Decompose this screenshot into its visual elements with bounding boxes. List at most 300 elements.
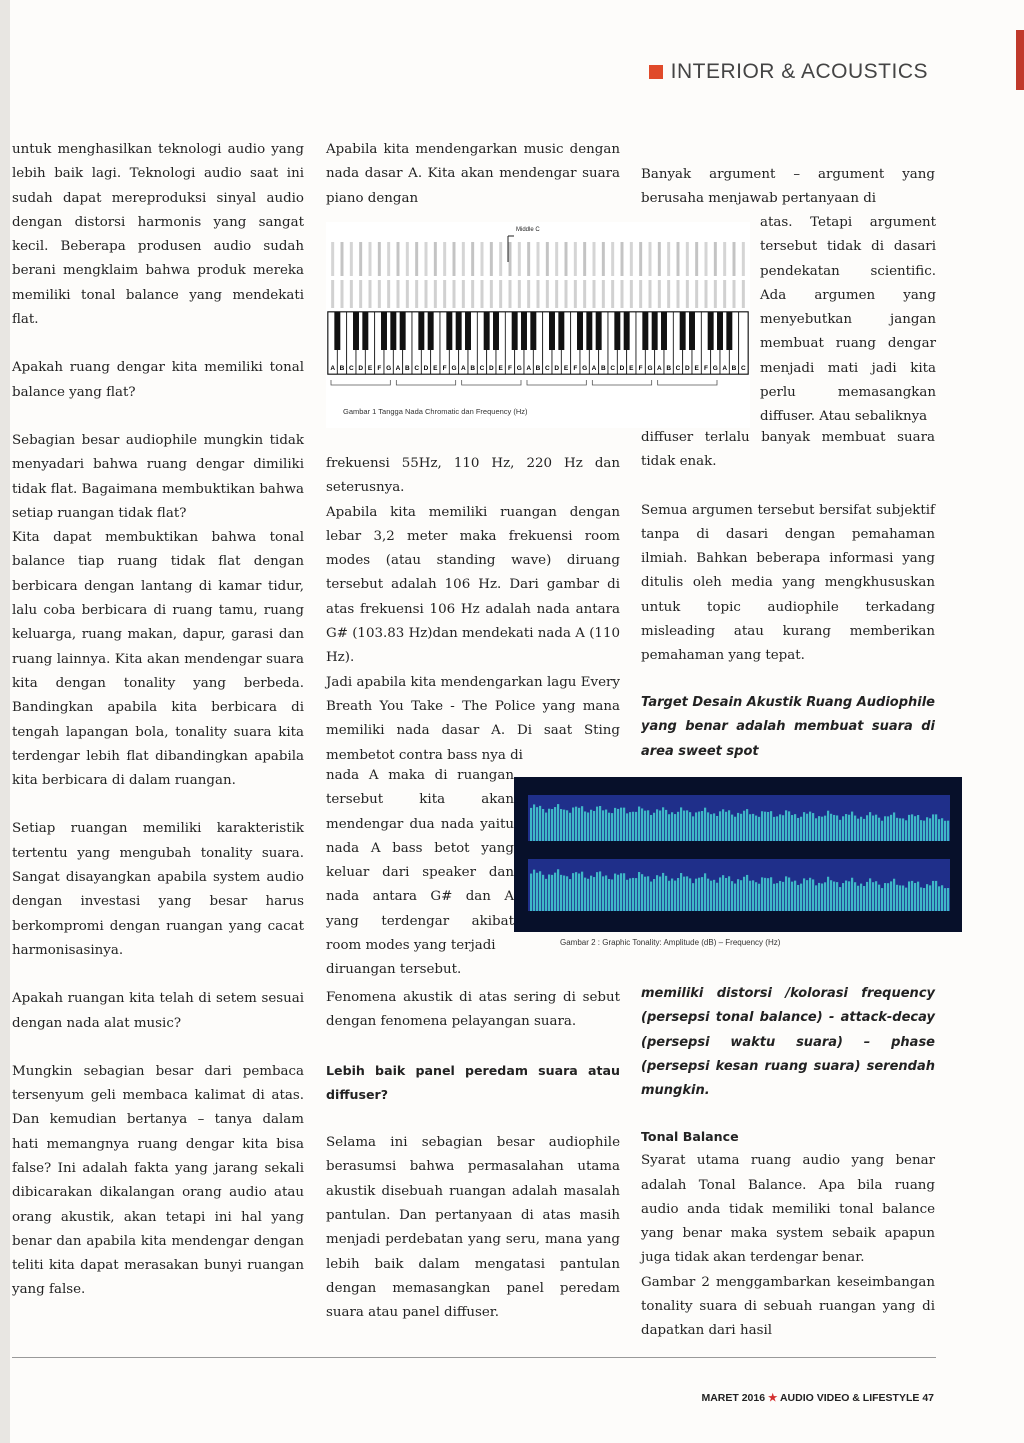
frequency-label-mark	[621, 242, 624, 276]
graph-bar	[908, 881, 910, 911]
frequency-labels	[331, 242, 745, 308]
graph-bar	[854, 816, 856, 841]
graph-bar	[629, 812, 631, 841]
subheading: Tonal Balance	[641, 1129, 739, 1144]
graph-bar	[665, 810, 667, 841]
frequency-label-mark	[667, 242, 670, 276]
graph-bar	[905, 888, 907, 911]
graph-bar	[920, 820, 922, 841]
graph-bar	[752, 880, 754, 911]
graph-bar	[569, 813, 571, 841]
frequency-label-mark	[331, 280, 334, 308]
graph-bar	[590, 876, 592, 911]
frequency-label-mark	[369, 242, 372, 276]
graph-bar	[812, 813, 814, 841]
graph-bar	[737, 813, 739, 841]
graph-bar	[905, 820, 907, 841]
paragraph: Banyak argument – argument yang berusaha menjawab pertanyaan di	[641, 167, 935, 207]
column-2-continuation	[326, 958, 620, 982]
graph-bar	[779, 814, 781, 841]
graph-bar	[869, 878, 871, 911]
frequency-label-mark	[378, 280, 381, 308]
frequency-label-mark	[490, 242, 493, 276]
graph-bar	[809, 812, 811, 841]
graph-bar	[863, 886, 865, 911]
black-key	[418, 312, 424, 350]
frequency-label-mark	[583, 280, 586, 308]
frequency-label-mark	[350, 242, 353, 276]
graph-bar	[683, 877, 685, 911]
frequency-label-mark	[443, 242, 446, 276]
frequency-label-mark	[546, 242, 549, 276]
graph-bar	[806, 814, 808, 841]
graph-bar	[686, 876, 688, 911]
graph-bar	[551, 809, 553, 841]
graph-bar	[689, 878, 691, 911]
column-3-bottom	[641, 1125, 935, 1344]
frequency-label-mark	[481, 280, 484, 308]
graph-bar	[917, 815, 919, 841]
frequency-label-mark	[471, 280, 474, 308]
frequency-label-mark	[546, 280, 549, 308]
black-key	[652, 312, 658, 350]
graph-bar	[548, 809, 550, 841]
graph-bar	[587, 879, 589, 911]
graph-bar	[836, 882, 838, 911]
graph-bar	[881, 888, 883, 911]
graph-bar	[689, 812, 691, 841]
frequency-label-mark	[705, 280, 708, 308]
graph-bar	[821, 884, 823, 911]
graph-bar	[581, 872, 583, 911]
graph-bar	[899, 818, 901, 841]
graph-bar	[770, 811, 772, 841]
graph-bar	[833, 815, 835, 841]
note-letter: D	[619, 365, 625, 372]
black-key	[334, 312, 340, 350]
frequency-label-mark	[359, 280, 362, 308]
graph-bar	[815, 818, 817, 841]
graph-bar	[737, 879, 739, 911]
graph-bar	[698, 812, 700, 841]
graph-bar	[734, 884, 736, 911]
graph-bar	[656, 875, 658, 911]
graph-bar	[728, 810, 730, 841]
paragraph: Semua argumen tersebut bersifat subjektif tanpa di dasari dengan pemahaman ilmiah. Bahkan beberapa informasi yang ditulis oleh media yang mengkhususkan untuk topic audiophile terkadang misleading atau kurang memberikan pemahaman yang tepat.	[641, 502, 935, 664]
note-letter: C	[740, 365, 746, 372]
frequency-label-mark	[574, 242, 577, 276]
note-letter: G	[712, 365, 718, 372]
graph-bar	[614, 874, 616, 911]
graph-bar	[662, 807, 664, 841]
graph-bar	[917, 882, 919, 911]
graph-bar	[890, 881, 892, 911]
graph-bar	[698, 878, 700, 911]
octave-bracket	[462, 380, 521, 385]
graph-bar	[647, 876, 649, 911]
note-letter: D	[554, 365, 560, 372]
frequency-label-mark	[481, 242, 484, 276]
graph-bar	[794, 814, 796, 841]
black-key	[596, 312, 602, 350]
graph-bar	[869, 812, 871, 841]
graph-bar	[803, 812, 805, 841]
graph-bar	[593, 877, 595, 911]
note-letter: D	[488, 365, 494, 372]
graph-bar	[641, 874, 643, 911]
note-letter: A	[395, 365, 401, 372]
paragraph: frekuensi 55Hz, 110 Hz, 220 Hz dan seterusnya.	[326, 456, 620, 496]
graph-bar	[860, 817, 862, 841]
graph-bar	[638, 807, 640, 841]
frequency-label-mark	[453, 280, 456, 308]
graph-bar	[935, 881, 937, 911]
piano-svg	[326, 222, 750, 407]
note-letter: C	[610, 365, 616, 372]
note-letter: F	[508, 365, 512, 372]
note-letter: D	[423, 365, 429, 372]
graph-bar	[626, 880, 628, 911]
graph-bar	[605, 810, 607, 841]
frequency-label-mark	[341, 280, 344, 308]
frequency-label-mark	[583, 242, 586, 276]
graph-bar	[776, 883, 778, 911]
graph-bar	[764, 878, 766, 911]
graph-bar	[605, 875, 607, 911]
graph-bar	[788, 811, 790, 841]
graph-bar	[845, 814, 847, 841]
graph-bar	[797, 885, 799, 911]
note-letter: B	[731, 365, 737, 372]
graph-bar	[671, 879, 673, 911]
graph-top	[528, 795, 950, 841]
graph-bar	[665, 876, 667, 911]
graph-bar	[716, 883, 718, 911]
corner-tab	[1016, 30, 1024, 90]
graph-bar	[533, 870, 535, 911]
octave-bracket	[331, 380, 390, 385]
graph-bar	[824, 816, 826, 841]
graph-bar	[902, 885, 904, 911]
note-letter: B	[666, 365, 672, 372]
graph-bar	[920, 887, 922, 911]
black-key	[400, 312, 406, 350]
note-letter: F	[573, 365, 578, 372]
graph-bar	[626, 813, 628, 841]
graph-bar	[563, 876, 565, 911]
black-key	[530, 312, 536, 350]
graph-bar	[830, 880, 832, 911]
graph-bar	[596, 807, 598, 841]
frequency-label-mark	[471, 242, 474, 276]
note-letter: G	[386, 365, 392, 372]
graph-bar	[683, 811, 685, 841]
graph-bar	[623, 808, 625, 841]
graph-bar	[848, 881, 850, 911]
graph-bar	[761, 877, 763, 911]
graph-bar	[752, 814, 754, 841]
section-title: INTERIOR & ACOUSTICS	[670, 60, 928, 83]
frequency-label-mark	[574, 280, 577, 308]
frequency-label-mark	[378, 242, 381, 276]
graph-bar	[722, 809, 724, 841]
note-letter: E	[498, 365, 503, 372]
graph-bar	[668, 814, 670, 841]
graph-bar	[755, 882, 757, 911]
graph-bar	[851, 812, 853, 841]
graph-bar	[731, 815, 733, 841]
graph-bar	[695, 812, 697, 841]
black-key	[661, 312, 667, 350]
frequency-label-mark	[387, 280, 390, 308]
graph-bar	[893, 812, 895, 841]
graph-bar	[908, 815, 910, 841]
frequency-label-mark	[695, 242, 698, 276]
graph-bar	[659, 811, 661, 841]
frequency-label-mark	[630, 242, 633, 276]
graph-bar	[866, 882, 868, 911]
graph-bar	[944, 821, 946, 841]
black-key	[624, 312, 630, 350]
graph-bar	[557, 869, 559, 911]
graph-bar	[644, 877, 646, 911]
graph-bar	[767, 812, 769, 841]
frequency-label-mark	[518, 280, 521, 308]
graph-bar	[887, 816, 889, 841]
graph-bar	[560, 875, 562, 911]
graph-bar	[614, 808, 616, 841]
graph-bar	[746, 875, 748, 911]
graph-bar	[578, 873, 580, 911]
frequency-label-mark	[359, 242, 362, 276]
graph-bar	[680, 873, 682, 911]
frequency-label-mark	[593, 242, 596, 276]
page-footer	[701, 1392, 934, 1404]
note-letter: A	[460, 365, 466, 372]
graph-bar	[542, 809, 544, 841]
black-key	[642, 312, 648, 350]
column-2-middle	[326, 452, 620, 768]
graph-bar	[569, 879, 571, 911]
frequency-label-mark	[369, 280, 372, 308]
graph-bar	[758, 884, 760, 911]
graph-bar	[617, 875, 619, 911]
graph-bar	[635, 812, 637, 841]
black-key	[726, 312, 732, 350]
figure-1-caption: Gambar 1 Tangga Nada Chromatic dan Frequency (Hz)	[343, 407, 528, 416]
octave-bracket	[396, 380, 455, 385]
graph-bar	[557, 804, 559, 841]
graph-bar	[746, 809, 748, 841]
frequency-label-mark	[677, 242, 680, 276]
graph-bar	[896, 818, 898, 841]
graph-bar	[893, 879, 895, 911]
graph-bar	[641, 808, 643, 841]
graph-bar	[611, 879, 613, 911]
black-key	[717, 312, 723, 350]
graph-bar	[536, 807, 538, 841]
graph-bar	[734, 817, 736, 841]
black-key	[446, 312, 452, 350]
paragraph: Selama ini sebagian besar audiophile berasumsi bahwa permasalahan utama akustik disebuah ruangan adalah masalah pantulan. Dan pertanyaan di atas masih menjadi perdebatan yang seru, mana yang lebih baik dalam mengatasi pantulan dengan memasangkan panel peredam suara atau panel diffuser.	[326, 1135, 620, 1321]
graph-bar	[707, 812, 709, 841]
graph-bar	[851, 878, 853, 911]
graph-bar	[719, 877, 721, 911]
graph-bar	[530, 808, 532, 841]
graph-bar	[785, 810, 787, 841]
graph-bar	[695, 879, 697, 911]
graph-bar	[800, 817, 802, 841]
frequency-label-mark	[509, 242, 512, 276]
frequency-label-mark	[602, 242, 605, 276]
graph-bar	[656, 809, 658, 841]
paragraph: Apakah ruang dengar kita memiliki tonal balance yang flat?	[12, 360, 304, 400]
graph-bar	[878, 818, 880, 841]
column-3-middle	[641, 426, 935, 693]
graph-bar	[629, 878, 631, 911]
graph-bar	[725, 812, 727, 841]
paragraph: Apabila kita mendengarkan music dengan nada dasar A. Kita akan mendengar suara piano dengan	[326, 142, 620, 206]
graph-bar	[830, 814, 832, 841]
frequency-label-mark	[686, 280, 689, 308]
frequency-label-mark	[527, 280, 530, 308]
note-letter: B	[404, 365, 410, 372]
paragraph: Apabila kita memiliki ruangan dengan lebar 3,2 meter maka frekuensi room modes (atau standing wave) diruang tersebut adalah 106 Hz. Dari gambar di atas frekuensi 106 Hz adalah nada antara G# (103.83 Hz)dan mendekati nada A (110 Hz).	[326, 504, 620, 666]
frequency-label-mark	[565, 242, 568, 276]
paragraph: nada A maka di ruangan tersebut kita akan mendengar dua nada yaitu nada A bass betot yang keluar dari speaker dan nada antara G# dan A yang terdengar akibat room modes yang terjadi	[326, 768, 514, 954]
graph-bar	[632, 812, 634, 841]
black-key	[586, 312, 592, 350]
black-key	[558, 312, 564, 350]
graph-bar	[578, 808, 580, 841]
graph-bar	[677, 812, 679, 841]
graph-bar	[704, 808, 706, 841]
graph-bar	[608, 879, 610, 911]
graph-bar	[827, 811, 829, 841]
note-letter: F	[638, 365, 643, 372]
black-key	[493, 312, 499, 350]
graph-bar	[659, 877, 661, 911]
graph-bar	[791, 882, 793, 911]
black-key	[428, 312, 434, 350]
note-letter: B	[339, 365, 345, 372]
black-key	[521, 312, 527, 350]
graph-bar	[848, 815, 850, 841]
paragraph: diruangan tersebut.	[326, 962, 462, 977]
note-letter: B	[470, 365, 476, 372]
graph-bar	[728, 876, 730, 911]
graph-bar	[767, 878, 769, 911]
graph-bar	[776, 816, 778, 841]
graph-bar	[713, 880, 715, 911]
graph-bar	[857, 819, 859, 841]
frequency-label-mark	[705, 242, 708, 276]
black-key	[381, 312, 387, 350]
note-letter: G	[451, 365, 457, 372]
graph-bar	[650, 815, 652, 841]
graph-bar	[581, 806, 583, 841]
graph-bar	[812, 879, 814, 911]
black-key	[708, 312, 714, 350]
paragraph: untuk menghasilkan teknologi audio yang lebih baik lagi. Teknologi audio saat ini sudah dapat mereproduksi sinyal audio dengan distorsi harmonis yang sangat kecil. Beberapa produsen audio sudah berani mengklaim bahwa produk mereka memiliki tonal balance yang mendekati flat.	[12, 142, 304, 328]
graph-bar	[941, 885, 943, 911]
note-letter: E	[367, 365, 373, 372]
graph-bar	[608, 813, 610, 841]
note-letter: G	[516, 365, 522, 372]
graph-bar	[722, 875, 724, 911]
note-letter: A	[330, 365, 336, 372]
graph-bar	[899, 885, 901, 911]
graph-bar	[878, 885, 880, 911]
graph-bar	[644, 811, 646, 841]
graph-bar	[926, 884, 928, 911]
graph-bar	[710, 881, 712, 911]
frequency-label-mark	[723, 280, 726, 308]
frequency-label-mark	[415, 280, 418, 308]
black-key	[577, 312, 583, 350]
frequency-label-mark	[509, 280, 512, 308]
paragraph: Setiap ruangan memiliki karakteristik tertentu yang mengubah tonality suara. Sangat disayangkan apabila system audio dengan investasi yang besar harus berkompromi dengan ruangan yang cacat harmonisasinya.	[12, 821, 304, 958]
note-letter: E	[694, 365, 699, 372]
paragraph: Syarat utama ruang audio yang benar adalah Tonal Balance. Apa bila ruang audio anda tidak memiliki tonal balance yang benar maka system sebaik apapun juga tidak akan terdengar benar.	[641, 1153, 935, 1266]
octave-brackets	[331, 380, 717, 385]
frequency-label-mark	[714, 280, 717, 308]
frequency-label-mark	[555, 242, 558, 276]
graph-bar	[719, 811, 721, 841]
graph-bar	[584, 811, 586, 841]
page-edge	[0, 0, 10, 1443]
target-statement	[641, 691, 935, 764]
graph-bar	[932, 881, 934, 911]
graph-bar	[761, 811, 763, 841]
black-key	[680, 312, 686, 350]
frequency-label-mark	[406, 242, 409, 276]
graph-bar	[929, 885, 931, 911]
frequency-label-mark	[611, 280, 614, 308]
graph-bar	[821, 817, 823, 841]
black-key	[456, 312, 462, 350]
graph-bar	[632, 878, 634, 911]
graph-bar	[566, 810, 568, 841]
frequency-label-mark	[331, 242, 334, 276]
graph-bar	[701, 811, 703, 841]
graph-bar	[575, 872, 577, 911]
black-key	[465, 312, 471, 350]
frequency-label-mark	[434, 242, 437, 276]
frequency-label-mark	[425, 242, 428, 276]
black-key	[484, 312, 490, 350]
graph-bar	[935, 814, 937, 841]
graph-bar	[551, 875, 553, 911]
octave-bracket	[527, 380, 586, 385]
graph-bar	[602, 876, 604, 911]
graph-bar	[620, 873, 622, 911]
note-letter: E	[563, 365, 569, 372]
graph-bar	[890, 815, 892, 841]
graph-bar	[791, 815, 793, 841]
graph-bar	[743, 877, 745, 911]
graph-bar	[806, 880, 808, 911]
graph-bar	[650, 882, 652, 911]
black-key	[549, 312, 555, 350]
black-key	[353, 312, 359, 350]
graph-bar	[743, 811, 745, 841]
note-letter: C	[675, 365, 681, 372]
graph-bar	[887, 883, 889, 911]
graph-bar	[872, 816, 874, 841]
black-key	[362, 312, 368, 350]
graph-bar	[881, 821, 883, 841]
